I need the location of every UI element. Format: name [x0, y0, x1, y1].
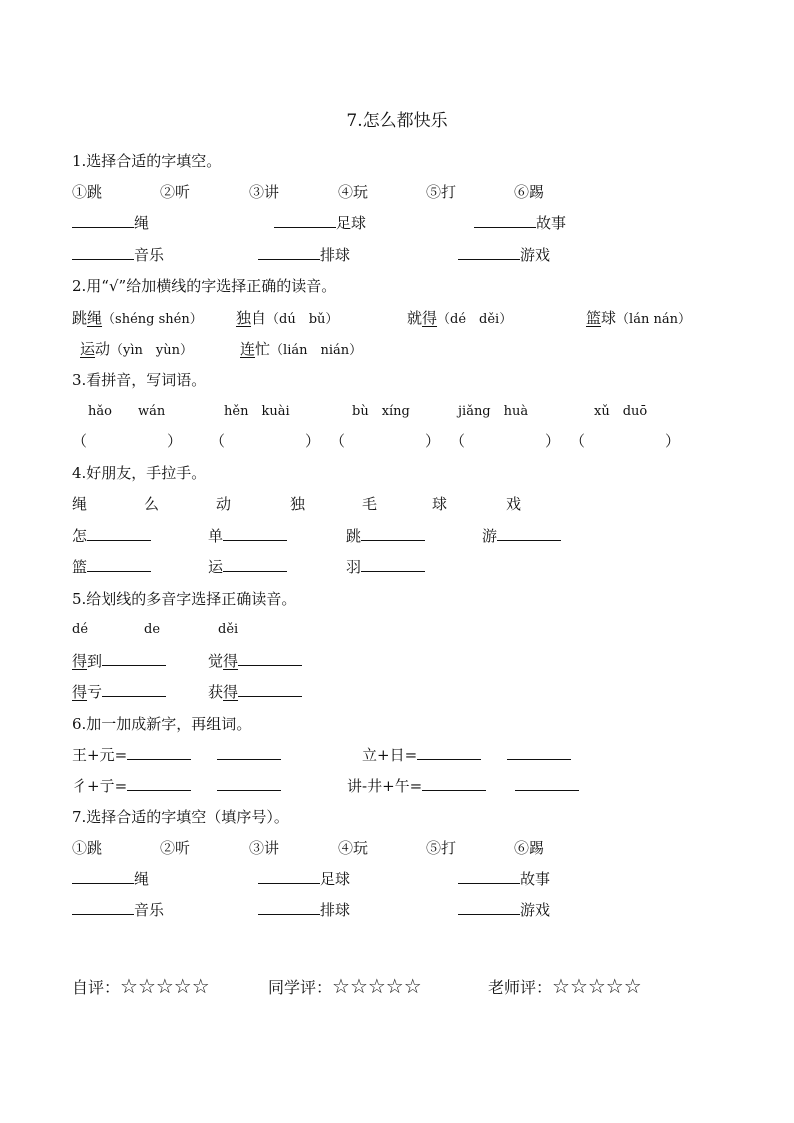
q4-prefix: 羽: [346, 558, 362, 576]
q5-heading: 5.给划线的多音字选择正确读音。: [72, 590, 297, 608]
q6-equation: 立+日=: [362, 746, 418, 764]
q7-options: [72, 837, 722, 859]
q7-row2: [72, 899, 722, 921]
q7-option: ①跳: [72, 839, 103, 857]
q4-prefix: 怎: [72, 527, 88, 545]
q4-prefix: 运: [208, 558, 224, 576]
q1-word: 故事: [536, 214, 567, 232]
answer-blank[interactable]: [361, 526, 425, 541]
q6-equation: 王+元=: [72, 746, 128, 764]
self-eval-label: 自评：: [72, 978, 121, 997]
q4-prefix: 游: [482, 527, 498, 545]
answer-blank[interactable]: [223, 557, 287, 572]
evaluation-row: [72, 975, 722, 997]
page-title: 7.怎么都快乐: [346, 111, 448, 131]
q1-option: ③讲: [249, 183, 280, 201]
q6-row2: [72, 775, 722, 797]
q3-answer-row: [72, 430, 722, 452]
q5-row2: 得亏 获得: [72, 681, 722, 703]
answer-blank[interactable]: [417, 745, 481, 760]
answer-blank[interactable]: [258, 900, 320, 915]
q4-row2: [72, 556, 722, 578]
q6-equation: 彳+亍=: [72, 777, 128, 795]
answer-blank[interactable]: [361, 557, 425, 572]
q1-option: ④玩: [338, 183, 369, 201]
q3-pinyin: hǎo wán: [88, 404, 166, 419]
answer-blank[interactable]: [458, 900, 520, 915]
q7-word: 排球: [320, 901, 351, 919]
peer-eval-label: 同学评：: [268, 978, 333, 997]
answer-blank[interactable]: [515, 776, 579, 791]
answer-box[interactable]: （ ）: [330, 432, 441, 450]
q4-char: 动: [216, 495, 232, 513]
q5-pinyin-row: [72, 619, 722, 641]
q4-char: 毛: [362, 495, 378, 513]
q7-option: ⑤打: [426, 839, 457, 857]
answer-blank[interactable]: [238, 682, 302, 697]
answer-blank[interactable]: [238, 651, 302, 666]
q1-word: 绳: [134, 214, 150, 232]
answer-box[interactable]: （ ）: [570, 432, 681, 450]
answer-blank[interactable]: [274, 213, 336, 228]
answer-blank[interactable]: [72, 900, 134, 915]
answer-box[interactable]: （ ）: [450, 432, 561, 450]
q4-prefix: 篮: [72, 558, 88, 576]
q3-pinyin: xǔ duō: [594, 404, 648, 419]
q4-prefix: 单: [208, 527, 224, 545]
q1-word: 足球: [336, 214, 367, 232]
q5-pinyin: de: [144, 622, 161, 637]
q1-option: ②听: [160, 183, 191, 201]
q2-item[interactable]: 就得（dé děi）: [407, 309, 513, 327]
answer-blank[interactable]: [458, 245, 520, 260]
q2-item[interactable]: 篮球（lán nán）: [586, 309, 691, 327]
star-rating[interactable]: ☆☆☆☆☆: [552, 974, 642, 998]
q5-pinyin: děi: [218, 622, 239, 637]
q7-option: ④玩: [338, 839, 369, 857]
q3-pinyin-row: [72, 401, 722, 423]
q4-char: 么: [144, 495, 160, 513]
q7-word: 足球: [320, 870, 351, 888]
answer-blank[interactable]: [497, 526, 561, 541]
q4-chars: [72, 493, 722, 515]
q5-row1: 得到 觉得: [72, 650, 722, 672]
q3-pinyin: hěn kuài: [224, 404, 290, 419]
answer-blank[interactable]: [72, 213, 134, 228]
q2-item[interactable]: 运动（yìn yùn）: [80, 340, 193, 358]
q1-word: 排球: [320, 246, 351, 264]
q4-row1: [72, 525, 722, 547]
q1-word: 游戏: [520, 246, 551, 264]
star-rating[interactable]: ☆☆☆☆☆: [120, 974, 210, 998]
q2-item[interactable]: 跳绳（shéng shén）: [72, 309, 203, 327]
answer-blank[interactable]: [102, 682, 166, 697]
q2-heading: 2.用“√”给加横线的字选择正确的读音。: [72, 277, 337, 295]
q2-item[interactable]: 连忙（lián nián）: [240, 340, 363, 358]
q1-row1: [72, 212, 722, 234]
q7-row1: [72, 868, 722, 890]
answer-blank[interactable]: [87, 526, 151, 541]
q4-char: 独: [290, 495, 306, 513]
answer-blank[interactable]: [102, 651, 166, 666]
q1-row2: [72, 244, 722, 266]
answer-blank[interactable]: [87, 557, 151, 572]
answer-box[interactable]: （ ）: [72, 432, 183, 450]
q1-option: ⑤打: [426, 183, 457, 201]
q4-char: 戏: [506, 495, 522, 513]
q2-item[interactable]: 独自（dú bǔ）: [236, 309, 339, 327]
q7-word: 音乐: [134, 901, 165, 919]
q4-prefix: 跳: [346, 527, 362, 545]
q1-option: ①跳: [72, 183, 103, 201]
answer-blank[interactable]: [217, 776, 281, 791]
answer-blank[interactable]: [72, 245, 134, 260]
q6-equation: 讲-井+午=: [347, 777, 423, 795]
q7-option: ②听: [160, 839, 191, 857]
q4-char: 绳: [72, 495, 88, 513]
answer-blank[interactable]: [223, 526, 287, 541]
q2-row1: [72, 307, 722, 329]
answer-blank[interactable]: [474, 213, 536, 228]
q7-word: 绳: [134, 870, 150, 888]
q4-char: 球: [432, 495, 448, 513]
teacher-eval-label: 老师评：: [488, 978, 553, 997]
q7-heading: 7.选择合适的字填空（填序号）。: [72, 808, 289, 826]
q7-word: 故事: [520, 870, 551, 888]
q4-heading: 4.好朋友，手拉手。: [72, 464, 207, 482]
q7-option: ⑥踢: [514, 839, 545, 857]
answer-blank[interactable]: [127, 745, 191, 760]
answer-blank[interactable]: [217, 745, 281, 760]
q7-word: 游戏: [520, 901, 551, 919]
q6-row1: [72, 744, 722, 766]
q3-heading: 3.看拼音，写词语。: [72, 371, 207, 389]
q6-heading: 6.加一加成新字，再组词。: [72, 715, 252, 733]
q5-pinyin: dé: [72, 622, 89, 637]
q7-option: ③讲: [249, 839, 280, 857]
q1-options: [72, 181, 722, 203]
q3-pinyin: bù xíng: [352, 404, 410, 419]
answer-blank[interactable]: [458, 869, 520, 884]
q3-pinyin: jiǎng huà: [458, 404, 529, 419]
q2-row2: [72, 338, 722, 360]
answer-blank[interactable]: [507, 745, 571, 760]
q1-heading: 1.选择合适的字填空。: [72, 152, 222, 170]
answer-blank[interactable]: [258, 869, 320, 884]
q1-option: ⑥踢: [514, 183, 545, 201]
answer-box[interactable]: （ ）: [210, 432, 321, 450]
answer-blank[interactable]: [422, 776, 486, 791]
answer-blank[interactable]: [72, 869, 134, 884]
star-rating[interactable]: ☆☆☆☆☆: [332, 974, 422, 998]
answer-blank[interactable]: [127, 776, 191, 791]
q1-word: 音乐: [134, 246, 165, 264]
answer-blank[interactable]: [258, 245, 320, 260]
